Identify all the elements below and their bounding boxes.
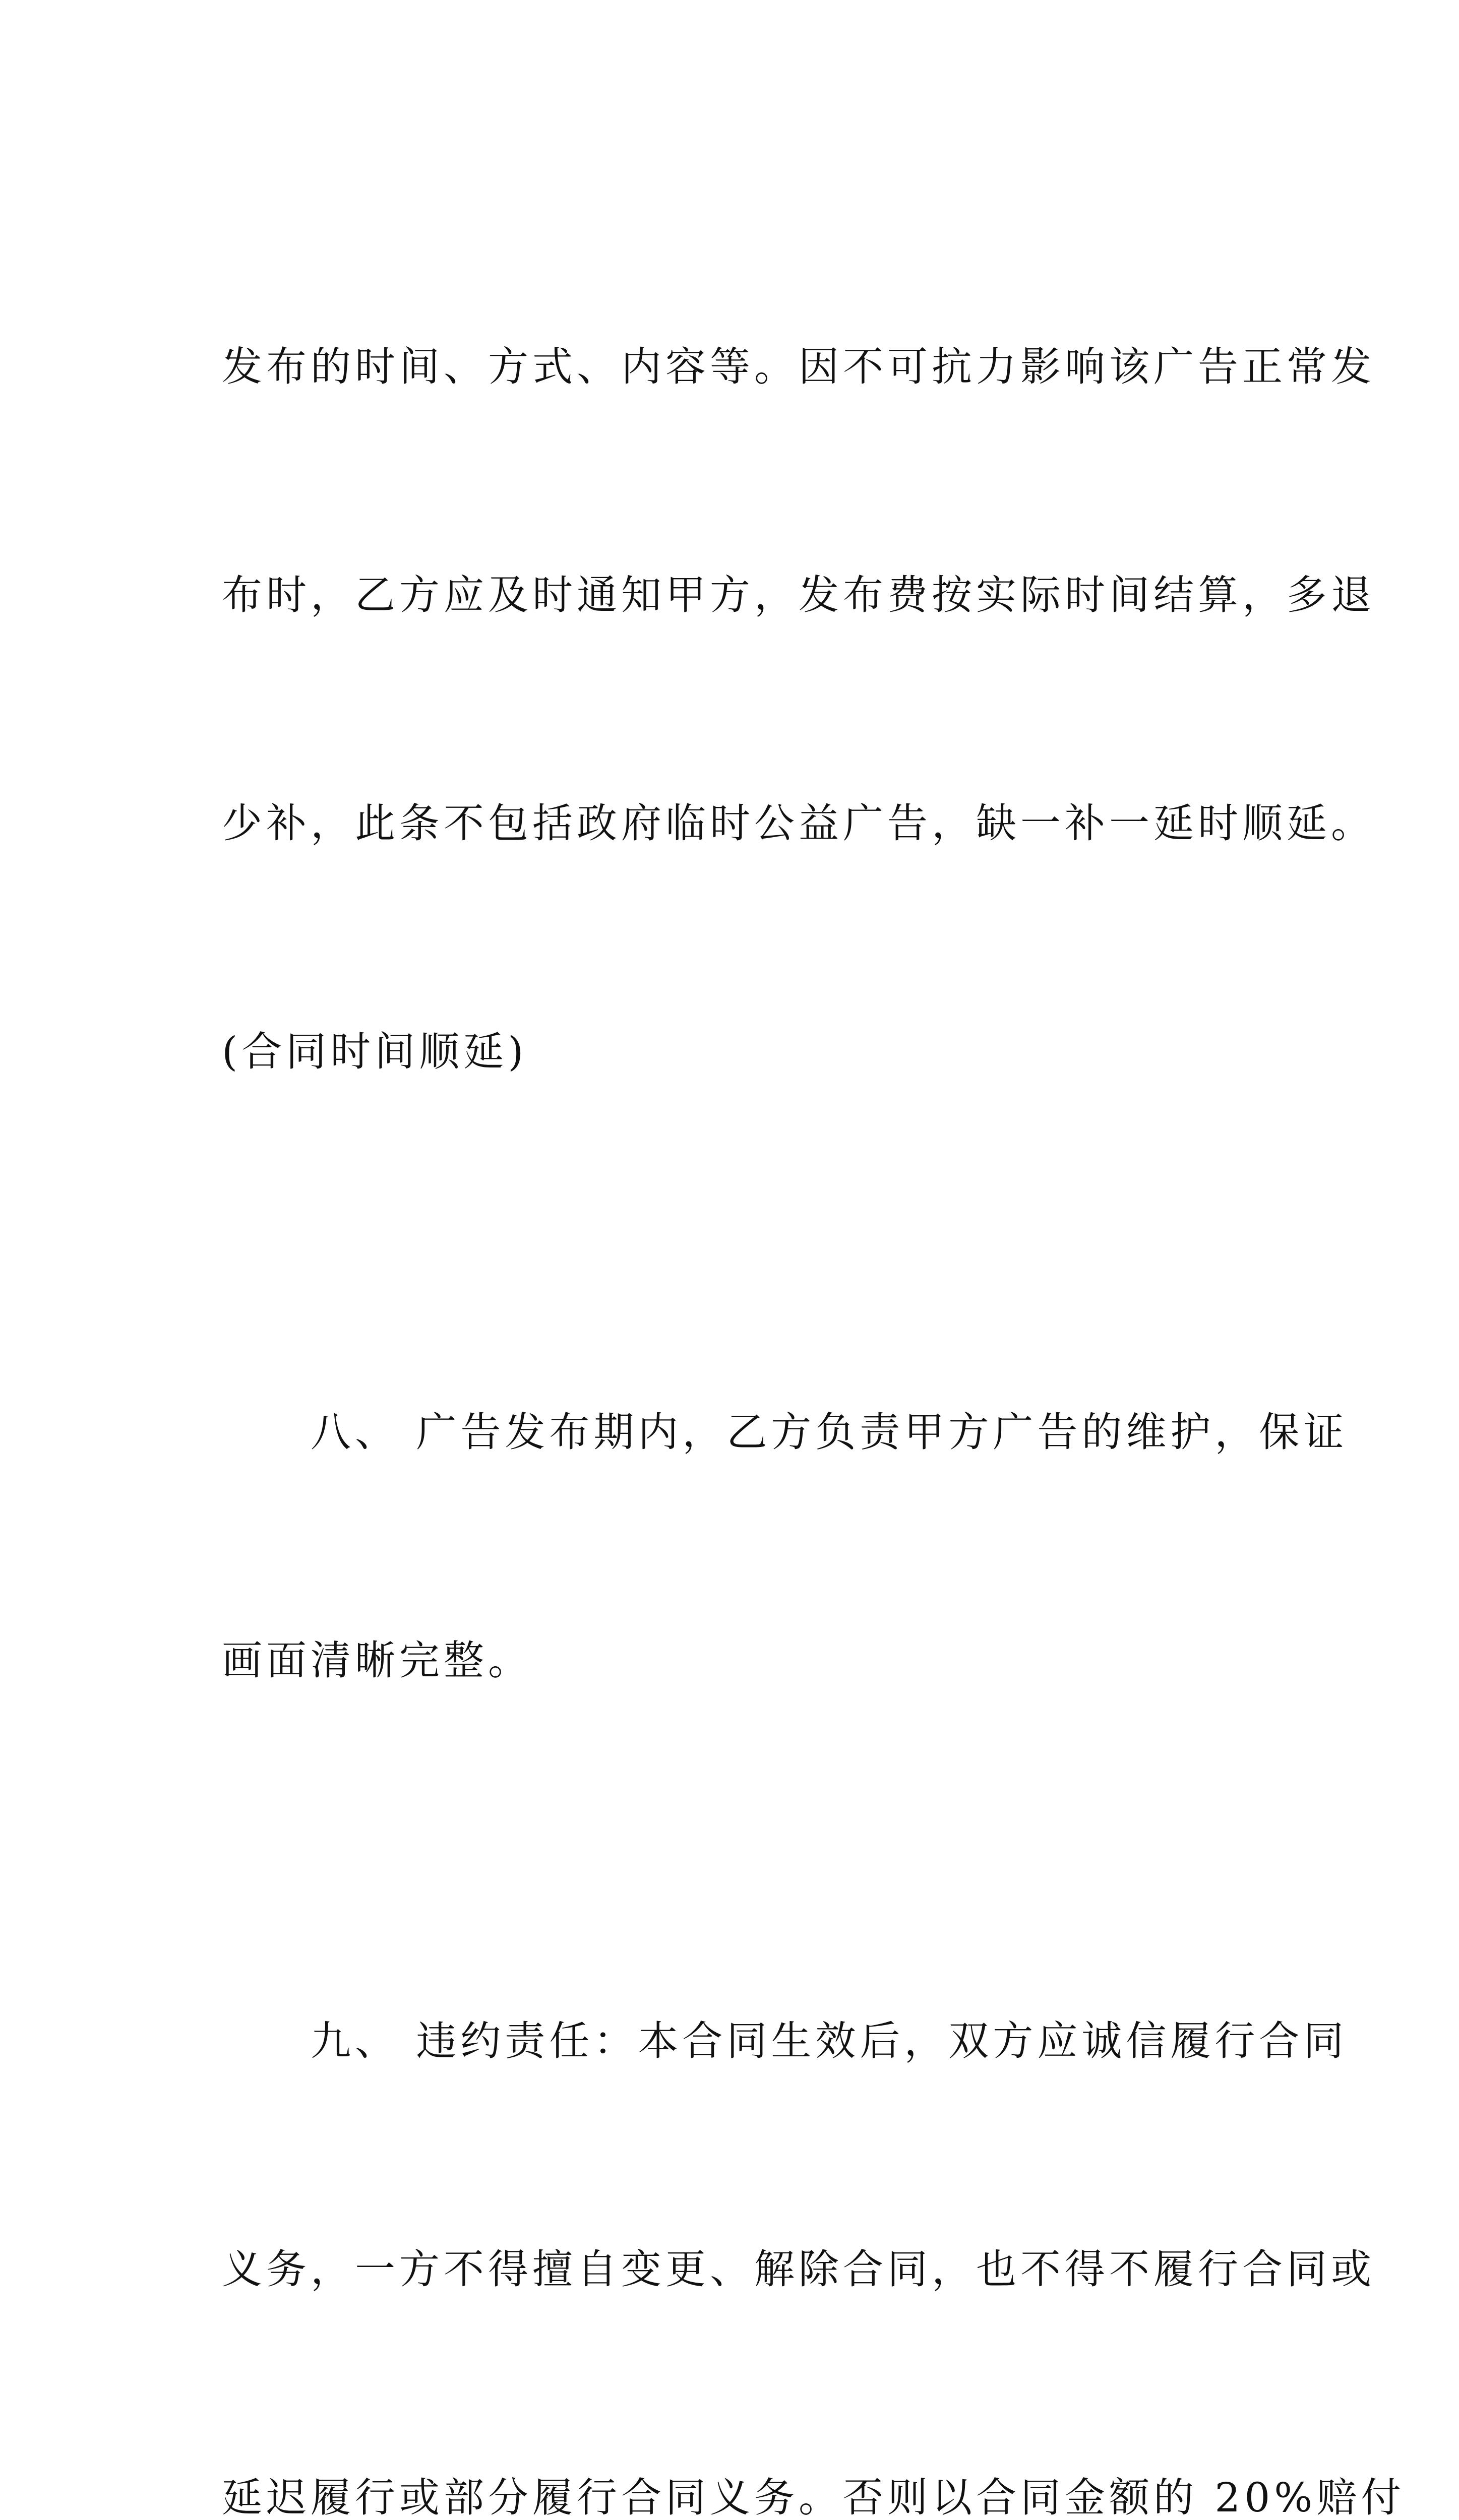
paragraph-continuation (222, 176, 1375, 1242)
text-line: 布时，乙方应及时通知甲方，发布费按实际时间结算，多退 (222, 572, 1375, 618)
text-line: 八、 广告发布期内，乙方负责甲方广告的维护，保证 (222, 1409, 1348, 1456)
clause-9 (222, 1851, 1406, 2520)
document-body (222, 176, 1406, 2520)
text-line: (合同时间顺延) (222, 1028, 528, 1075)
text-line: 画面清晰完整。 (222, 1637, 532, 1684)
text-line: 九、 违约责任：本合同生效后，双方应诚信履行合同 (222, 2018, 1348, 2064)
clause-8 (222, 1242, 1348, 1851)
text-line: 发布的时间、方式、内容等。因不可抗力影响该广告正常发 (222, 343, 1375, 390)
text-line: 少补，此条不包括政府临时公益广告，缺一补一延时顺延。 (222, 800, 1375, 847)
text-line: 义务，一方不得擅自变更、解除合同，也不得不履行合同或 (222, 2246, 1375, 2293)
text-line: 延迟履行或部分履行合同义务。否则以合同金额的 20%赔付 (222, 2474, 1406, 2520)
